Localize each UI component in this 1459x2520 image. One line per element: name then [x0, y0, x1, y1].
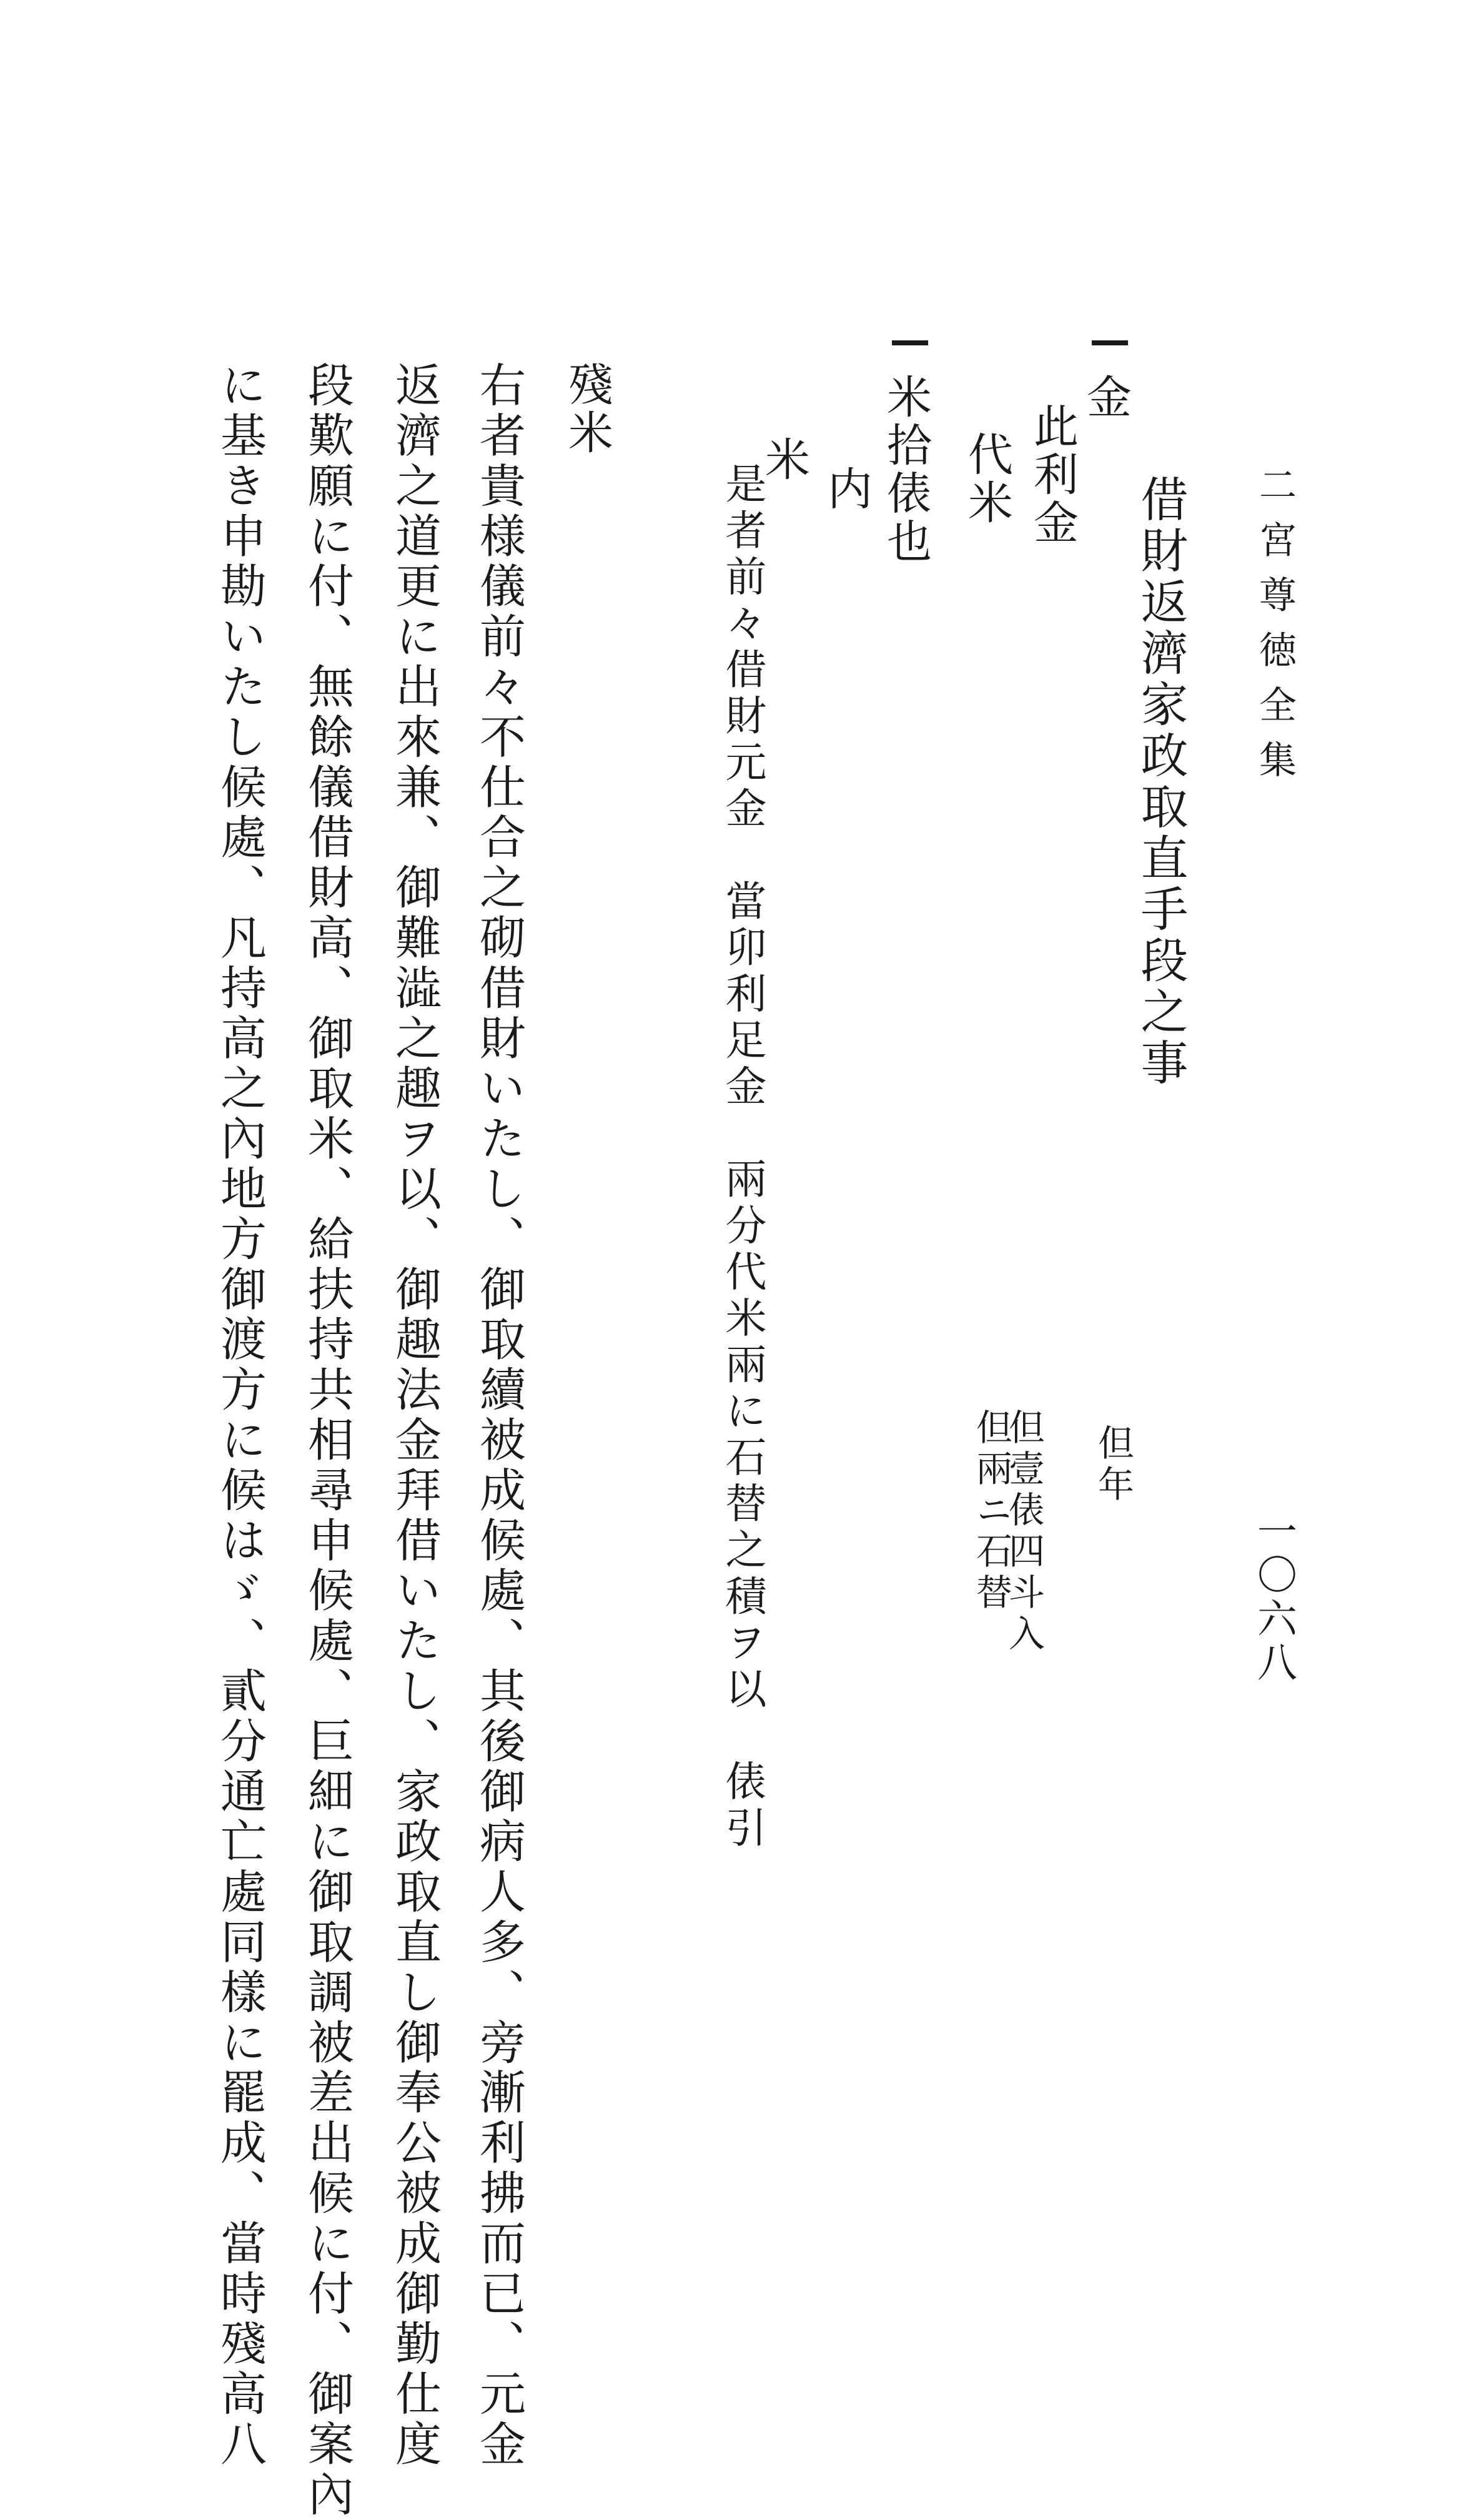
body-line-1: 右者貴様儀前々不仕合之砌借財いたし、御取續被成候處、其後御病人多、旁漸利拂而已、元金: [472, 361, 526, 2470]
entry-label-interest: 此利金: [1026, 403, 1079, 547]
section-title: 借財返濟家政取直手段之事: [1133, 475, 1189, 1089]
entry-note-exchange: 但兩ニ石替: [970, 1408, 1012, 1614]
item-mark: [1092, 340, 1128, 345]
body-line-2: 返濟之道更に出來兼、御難澁之趣ヲ以、御趣法金拜借いたし、家政取直し御奉公被成御勤仕度: [388, 361, 442, 2470]
page-number: 一〇六八: [1250, 1510, 1297, 1685]
running-header-title: 二宮尊徳全集: [1253, 465, 1297, 795]
body-line-4: に基き申勘いたし候處、凡持高之內地方御渡方に候はゞ、貳分通亡處同樣に罷成、當時殘高八: [213, 361, 267, 2470]
entry-label-rice-bales: 米拾俵也: [879, 373, 932, 566]
entry-label-rice-price: 代米: [961, 431, 1013, 527]
remainder-label: 殘米: [561, 361, 613, 457]
body-line-3: 段歎願に付、無餘儀借財高、御取米、給扶持共相尋申候處、巨細に御取調被差出候に付、御案內: [300, 361, 354, 2520]
entry-remark: 是者前々借財元金 當卯利足金 兩分代米兩に石替之積ヲ以 俵引: [718, 462, 766, 1852]
entry-label-gold: 金: [1079, 373, 1132, 422]
entry-label-within: 内: [820, 465, 873, 513]
item-mark: [892, 340, 928, 345]
entry-note-year: 但年: [1092, 1424, 1134, 1506]
entry-label-rice: 米: [758, 436, 810, 484]
entry-note-bale: 但壹俵四斗入: [1002, 1408, 1045, 1656]
